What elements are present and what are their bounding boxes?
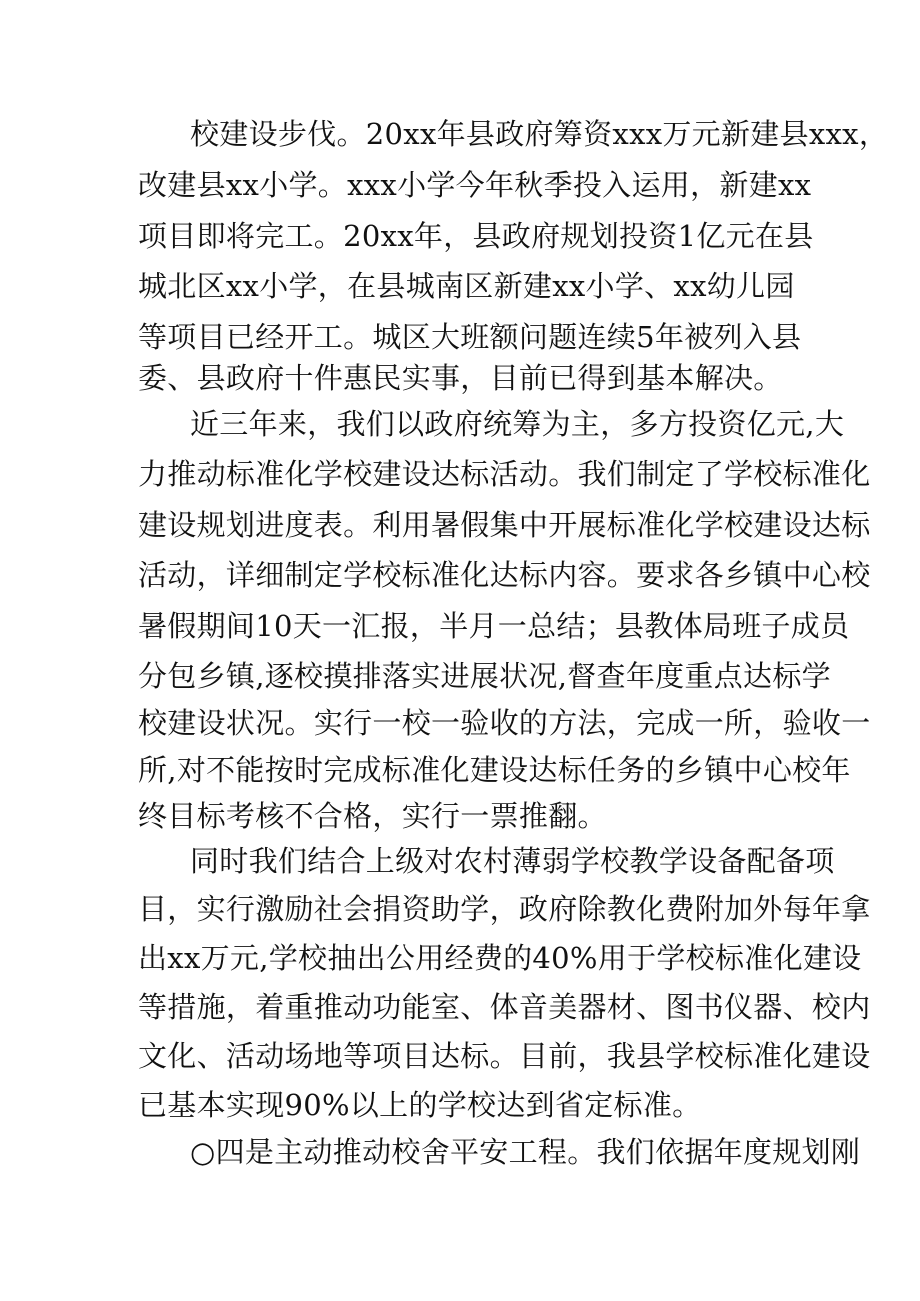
text-line: 暑假期间10天一汇报，半月一总结；县教体局班子成员 — [138, 609, 850, 643]
text-line: 等项目已经开工。城区大班额问题连续5年被列入县 — [138, 320, 802, 354]
text-line: 委、县政府十件惠民实事，目前已得到基本解决。 — [138, 361, 783, 395]
text-line: 校建设步伐。20xx年县政府筹资xxx万元新建县xxx， — [190, 117, 889, 151]
text-line: 近三年来，我们以政府统筹为主，多方投资亿元,大 — [190, 407, 845, 441]
text-line: 终目标考核不合格，实行一票推翻。 — [138, 799, 607, 833]
text-line: 项目即将完工。20xx年，县政府规划投资1亿元在县 — [138, 219, 814, 253]
text-line: 城北区xx小学，在县城南区新建xx小学、xx幼儿园 — [138, 269, 795, 303]
text-line: 同时我们结合上级对农村薄弱学校教学设备配备项 — [190, 844, 835, 878]
text-line: 改建县xx小学。xxx小学今年秋季投入运用，新建xx — [138, 168, 812, 202]
text-line: 建设规划进度表。利用暑假集中开展标准化学校建设达标 — [138, 508, 871, 542]
text-line: 等措施，着重推动功能室、体音美器材、图书仪器、校内 — [138, 990, 871, 1024]
text-line: 分包乡镇,逐校摸排落实进展状况,督查年度重点达标学 — [138, 659, 831, 693]
text-line: 活动，详细制定学校标准化达标内容。要求各乡镇中心校 — [138, 558, 871, 592]
text-line: 出xx万元,学校抽出公用经费的40%用于学校标准化建设 — [138, 941, 862, 975]
text-line: 校建设状况。实行一校一验收的方法，完成一所，验收一 — [138, 706, 871, 740]
text-line: 目，实行激励社会捐资助学，政府除教化费附加外每年拿 — [138, 892, 871, 926]
text-line: 已基本实现90%以上的学校达到省定标准。 — [138, 1088, 702, 1122]
text-line: 文化、活动场地等项目达标。目前，我县学校标准化建设 — [138, 1039, 871, 1073]
text-line: 力推动标准化学校建设达标活动。我们制定了学校标准化 — [138, 457, 871, 491]
text-line: ○四是主动推动校舍平安工程。我们依据年度规划刚 — [190, 1135, 861, 1169]
text-line: 所,对不能按时完成标准化建设达标任务的乡镇中心校年 — [138, 753, 851, 787]
